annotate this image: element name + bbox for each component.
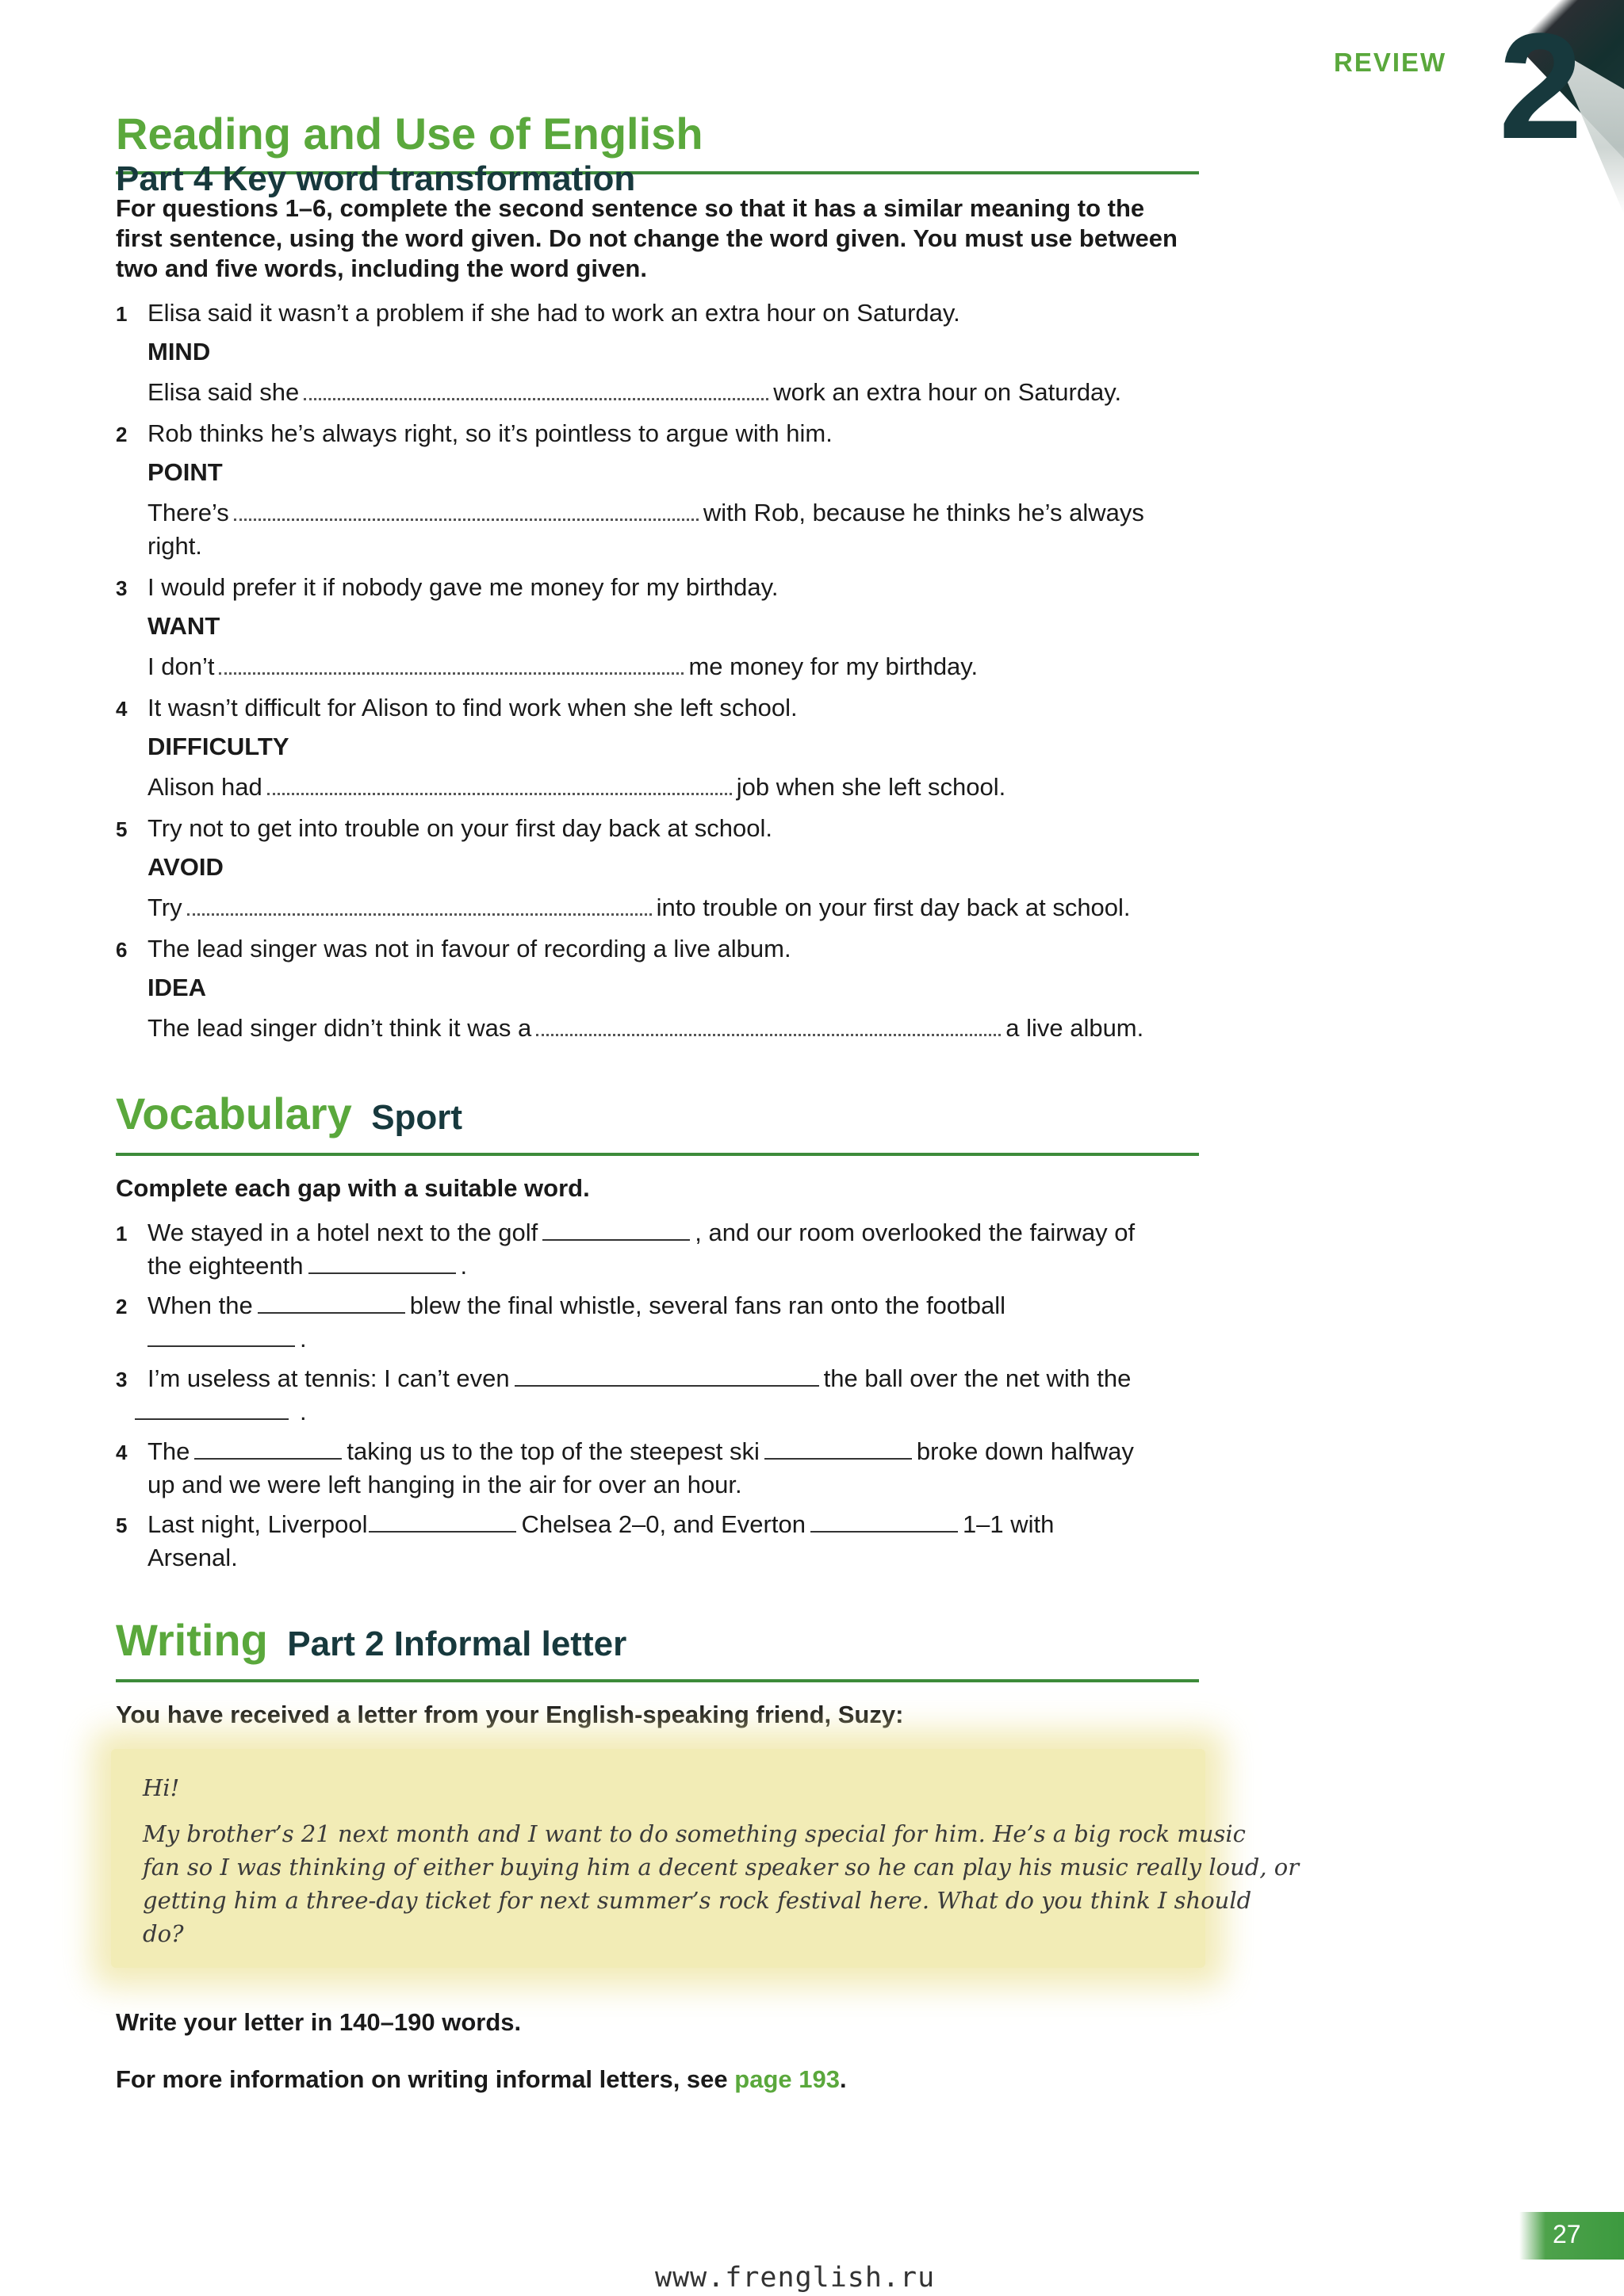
answer-line-6	[147, 1013, 1143, 1043]
answer-prefix: I don’t	[147, 652, 215, 680]
question-sentence: It wasn’t difficult for Alison to find work when she left school.	[147, 694, 798, 721]
page-reference-link[interactable]: page 193	[734, 2065, 840, 2093]
footer-url: www.frenglish.ru	[655, 2262, 936, 2294]
item-number: 2	[116, 1295, 128, 1318]
item-text: the ball over the net with the	[823, 1364, 1132, 1392]
answer-suffix: with Rob, because he thinks he’s always	[703, 499, 1144, 526]
vocab-item-1	[116, 1218, 1136, 1249]
question-number: 3	[116, 576, 128, 600]
answer-blank[interactable]	[187, 912, 652, 916]
item-text: .	[300, 1325, 307, 1353]
writing-intro: You have received a letter from your English-speaking friend, Suzy:	[116, 1701, 904, 1728]
gap-blank[interactable]	[135, 1418, 289, 1420]
letter-line: fan so I was thinking of either buying him a decent speaker so he can play his music really loud, or	[143, 1854, 1300, 1881]
item-text: .	[460, 1252, 468, 1280]
answer-suffix: a live album.	[1005, 1014, 1144, 1042]
item-text: taking us to the top of the steepest ski	[347, 1437, 760, 1465]
question-2	[116, 419, 833, 450]
keyword: MIND	[147, 338, 211, 365]
vocab-item-1-line2	[147, 1251, 467, 1281]
letter-line: do?	[143, 1920, 184, 1947]
answer-line-4	[147, 772, 1005, 802]
vocab-item-5	[116, 1510, 1055, 1540]
item-text: the eighteenth	[147, 1252, 304, 1280]
page-number: 27	[1553, 2220, 1581, 2248]
vocab-item-4	[116, 1437, 1134, 1468]
item-text: When the	[147, 1292, 253, 1319]
answer-line-1	[147, 377, 1121, 408]
gap-blank[interactable]	[542, 1239, 690, 1241]
letter-greeting: Hi!	[143, 1774, 180, 1801]
answer-line-2	[147, 498, 1144, 528]
gap-blank[interactable]	[764, 1458, 912, 1460]
gap-blank[interactable]	[147, 1345, 295, 1347]
question-number: 5	[116, 817, 128, 841]
item-text: broke down halfway	[916, 1437, 1134, 1465]
answer-suffix: job when she left school.	[736, 773, 1006, 801]
letter-line: My brother’s 21 next month and I want to do something special for him. He’s a big rock music	[143, 1820, 1246, 1847]
answer-blank[interactable]	[304, 396, 768, 400]
question-number: 4	[116, 697, 128, 721]
gap-blank[interactable]	[810, 1531, 958, 1533]
answer-line-3	[147, 652, 978, 682]
vocab-item-3-line2	[135, 1397, 307, 1427]
answer-line-5	[147, 893, 1131, 923]
answer-prefix: Try	[147, 894, 182, 921]
writing-section-header	[116, 1614, 1199, 1682]
letter-line: getting him a three-day ticket for next summer’s rock festival here. What do you think I should	[143, 1887, 1252, 1914]
gap-blank[interactable]	[515, 1385, 819, 1387]
item-text: 1–1 with	[962, 1510, 1055, 1538]
letter-body	[143, 1817, 1299, 1950]
keyword: POINT	[147, 458, 223, 486]
item-text: We stayed in a hotel next to the golf	[147, 1219, 538, 1246]
item-text: The	[147, 1437, 190, 1465]
question-5	[116, 813, 773, 844]
writing-title: Writing	[116, 1615, 268, 1665]
vocab-item-2-line2	[147, 1324, 307, 1354]
keyword: WANT	[147, 612, 220, 640]
more-info-text: For more information on writing informal letters, see	[116, 2065, 728, 2093]
item-text: Chelsea 2–0, and Everton	[521, 1510, 806, 1538]
answer-blank[interactable]	[536, 1032, 1001, 1036]
question-number: 1	[116, 302, 128, 326]
item-text: Last night, Liverpool	[147, 1510, 368, 1538]
question-sentence: I would prefer it if nobody gave me money for my birthday.	[147, 573, 779, 601]
item-number: 4	[116, 1441, 128, 1464]
item-number: 3	[116, 1368, 128, 1391]
vocabulary-section-header	[116, 1088, 1199, 1156]
item-text: , and our room overlooked the fairway of	[695, 1219, 1136, 1246]
answer-prefix: There’s	[147, 499, 229, 526]
item-text: .	[300, 1398, 307, 1425]
gap-blank[interactable]	[258, 1312, 405, 1314]
question-4	[116, 693, 798, 724]
answer-blank[interactable]	[267, 791, 732, 795]
more-info	[116, 2064, 847, 2095]
vocab-item-4-line2: up and we were left hanging in the air for over an hour.	[147, 1471, 742, 1498]
item-number: 1	[116, 1222, 128, 1246]
question-3	[116, 572, 779, 603]
answer-prefix: Alison had	[147, 773, 262, 801]
question-sentence: Try not to get into trouble on your first day back at school.	[147, 814, 773, 842]
item-number: 5	[116, 1513, 128, 1537]
question-sentence: The lead singer was not in favour of recording a live album.	[147, 935, 791, 962]
answer-prefix: The lead singer didn’t think it was a	[147, 1014, 532, 1042]
question-sentence: Elisa said it wasn’t a problem if she had to work an extra hour on Saturday.	[147, 299, 960, 327]
answer-blank[interactable]	[234, 517, 699, 521]
question-1	[116, 298, 960, 329]
more-info-text: .	[839, 2065, 847, 2093]
vocab-item-2	[116, 1291, 1006, 1322]
vocabulary-title: Vocabulary	[116, 1089, 352, 1138]
writing-subtitle: Part 2 Informal letter	[287, 1624, 627, 1663]
answer-prefix: Elisa said she	[147, 378, 300, 406]
keyword: IDEA	[147, 974, 207, 1001]
vocabulary-instructions: Complete each gap with a suitable word.	[116, 1174, 590, 1202]
answer-suffix: me money for my birthday.	[688, 652, 979, 680]
instruction-line: For questions 1–6, complete the second sentence so that it has a similar meaning to the	[116, 194, 1145, 222]
answer-suffix: into trouble on your first day back at school.	[656, 894, 1131, 921]
gap-blank[interactable]	[308, 1272, 456, 1274]
question-number: 6	[116, 938, 128, 962]
answer-blank[interactable]	[219, 671, 684, 675]
unit-number: 2	[1499, 2, 1583, 170]
reading-section-header	[116, 108, 1199, 198]
vocab-item-5-line2: Arsenal.	[147, 1544, 238, 1571]
question-number: 2	[116, 423, 128, 446]
reading-instructions	[116, 193, 1178, 284]
vocabulary-subtitle: Sport	[371, 1098, 463, 1137]
vocab-item-3	[116, 1364, 1132, 1395]
answer-suffix: work an extra hour on Saturday.	[773, 378, 1122, 406]
gap-blank[interactable]	[194, 1458, 342, 1460]
reading-title: Reading and Use of English	[116, 109, 703, 159]
item-text: blew the final whistle, several fans ran onto the football	[409, 1292, 1006, 1319]
reading-subtitle: Part 4 Key word transformation	[116, 159, 636, 198]
question-6	[116, 934, 791, 965]
keyword: DIFFICULTY	[147, 733, 289, 760]
review-label: REVIEW	[1334, 48, 1447, 77]
instruction-line: two and five words, including the word given.	[116, 254, 647, 282]
writing-task: Write your letter in 140–190 words.	[116, 2008, 522, 2036]
answer-continuation: right.	[147, 532, 202, 560]
instruction-line: first sentence, using the word given. Do not change the word given. You must use between	[116, 224, 1178, 252]
keyword: AVOID	[147, 853, 224, 881]
item-text: I’m useless at tennis: I can’t even	[147, 1364, 510, 1392]
gap-blank[interactable]	[369, 1531, 516, 1533]
question-sentence: Rob thinks he’s always right, so it’s pointless to argue with him.	[147, 419, 833, 447]
